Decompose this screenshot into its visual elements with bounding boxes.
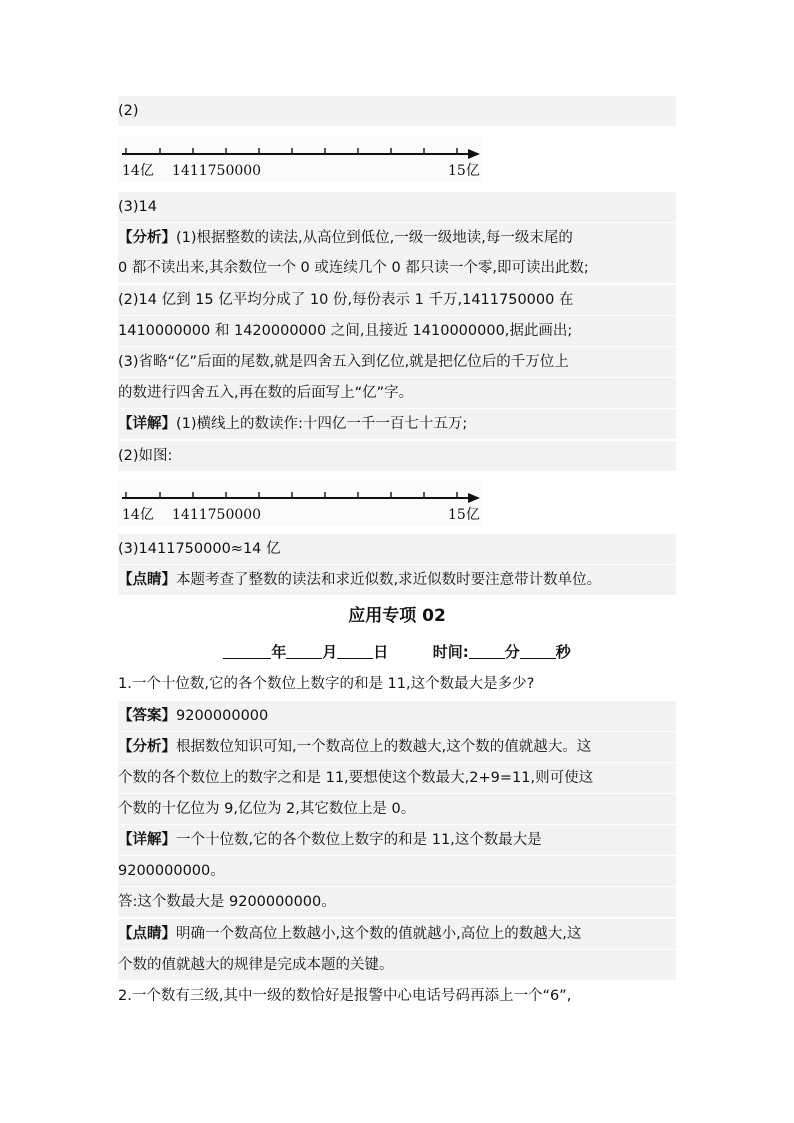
analysis-line-2: 0 都不读出来,其余数位一个 0 或连续几个 0 都只读一个零,即可读出此数; — [118, 253, 676, 283]
analysis-line-6: 的数进行四舍五入,再在数的后面写上“亿”字。 — [118, 378, 676, 408]
number-line-1-right-label: 15亿 — [448, 163, 480, 179]
section-title: 应用专项 02 — [348, 606, 446, 626]
q2-question: 2.一个数有三级,其中一级的数恰好是报警中心电话号码再添上一个“6”, — [118, 988, 572, 1004]
number-line-1-left-label: 14亿 — [122, 163, 154, 179]
month-blank[interactable] — [286, 640, 322, 659]
comment-tag: 【点睛】 — [118, 572, 176, 588]
q1-reply: 答:这个数最大是 9200000000。 — [118, 887, 676, 917]
q1-analysis-line-3: 个数的十亿位为 9,亿位为 2,其它数位上是 0。 — [118, 794, 676, 824]
analysis-tag: 【分析】 — [118, 230, 176, 246]
minute-blank[interactable] — [469, 640, 505, 659]
comment-line: 【点睛】本题考查了整数的读法和求近似数,求近似数时要注意带计数单位。 — [118, 565, 676, 595]
q1-comment-line-1: 【点睛】明确一个数高位上数越小,这个数的值就越小,高位上的数越大,这 — [118, 919, 676, 949]
q1-detail-tag: 【详解】 — [118, 832, 176, 848]
q1-analysis-line-1: 【分析】根据数位知识可知,一个数高位上的数越大,这个数的值就越大。这 — [118, 732, 676, 762]
q1-analysis-line-2: 个数的各个数位上的数字之和是 11,要想使这个数最大,2+9=11,则可使这 — [118, 763, 676, 793]
detail-tag: 【详解】 — [118, 416, 176, 432]
number-line-1 — [118, 136, 482, 182]
detail-line-1: 【详解】(1)横线上的数读作:十四亿一千一百七十五万; — [118, 409, 676, 439]
number-line-2 — [118, 480, 482, 526]
day-blank[interactable] — [337, 640, 373, 659]
q1-answer-tag: 【答案】 — [118, 708, 176, 724]
part2-label: (2) — [118, 96, 676, 126]
detail-line-2: (2)如图: — [118, 441, 676, 471]
analysis-line-1: 【分析】(1)根据整数的读法,从高位到低位,一级一级地读,每一级末尾的 — [118, 223, 676, 253]
detail-line-3: (3)1411750000≈14 亿 — [118, 534, 676, 564]
q1-analysis-tag: 【分析】 — [118, 739, 176, 755]
part3-answer: (3)14 — [118, 192, 676, 222]
q1-comment-line-2: 个数的值就越大的规律是完成本题的关键。 — [118, 950, 676, 980]
year-blank[interactable] — [223, 640, 271, 659]
number-line-1-mark-label: 1411750000 — [172, 163, 262, 179]
second-blank[interactable] — [520, 640, 556, 659]
q1-answer-line: 【答案】9200000000 — [118, 701, 676, 731]
analysis-line-4: 1410000000 和 1420000000 之间,且接近 1410000000,据此画出; — [118, 316, 676, 346]
number-line-2-mark-label: 1411750000 — [172, 507, 262, 523]
q1-question: 1.一个十位数,它的各个数位上数字的和是 11,这个数最大是多少? — [118, 676, 535, 692]
date-time-line: 年 月 日 时间: 分 秒 — [118, 639, 676, 665]
q1-comment-tag: 【点睛】 — [118, 926, 176, 942]
analysis-line-3: (2)14 亿到 15 亿平均分成了 10 份,每份表示 1 千万,1411750000 在 — [118, 285, 676, 315]
number-line-2-left-label: 14亿 — [122, 507, 154, 523]
q1-detail-line-1: 【详解】一个十位数,它的各个数位上数字的和是 11,这个数最大是 — [118, 825, 676, 855]
q1-detail-line-2: 9200000000。 — [118, 856, 676, 886]
analysis-line-5: (3)省略“亿”后面的尾数,就是四舍五入到亿位,就是把亿位后的千万位上 — [118, 347, 676, 377]
number-line-2-right-label: 15亿 — [448, 507, 480, 523]
